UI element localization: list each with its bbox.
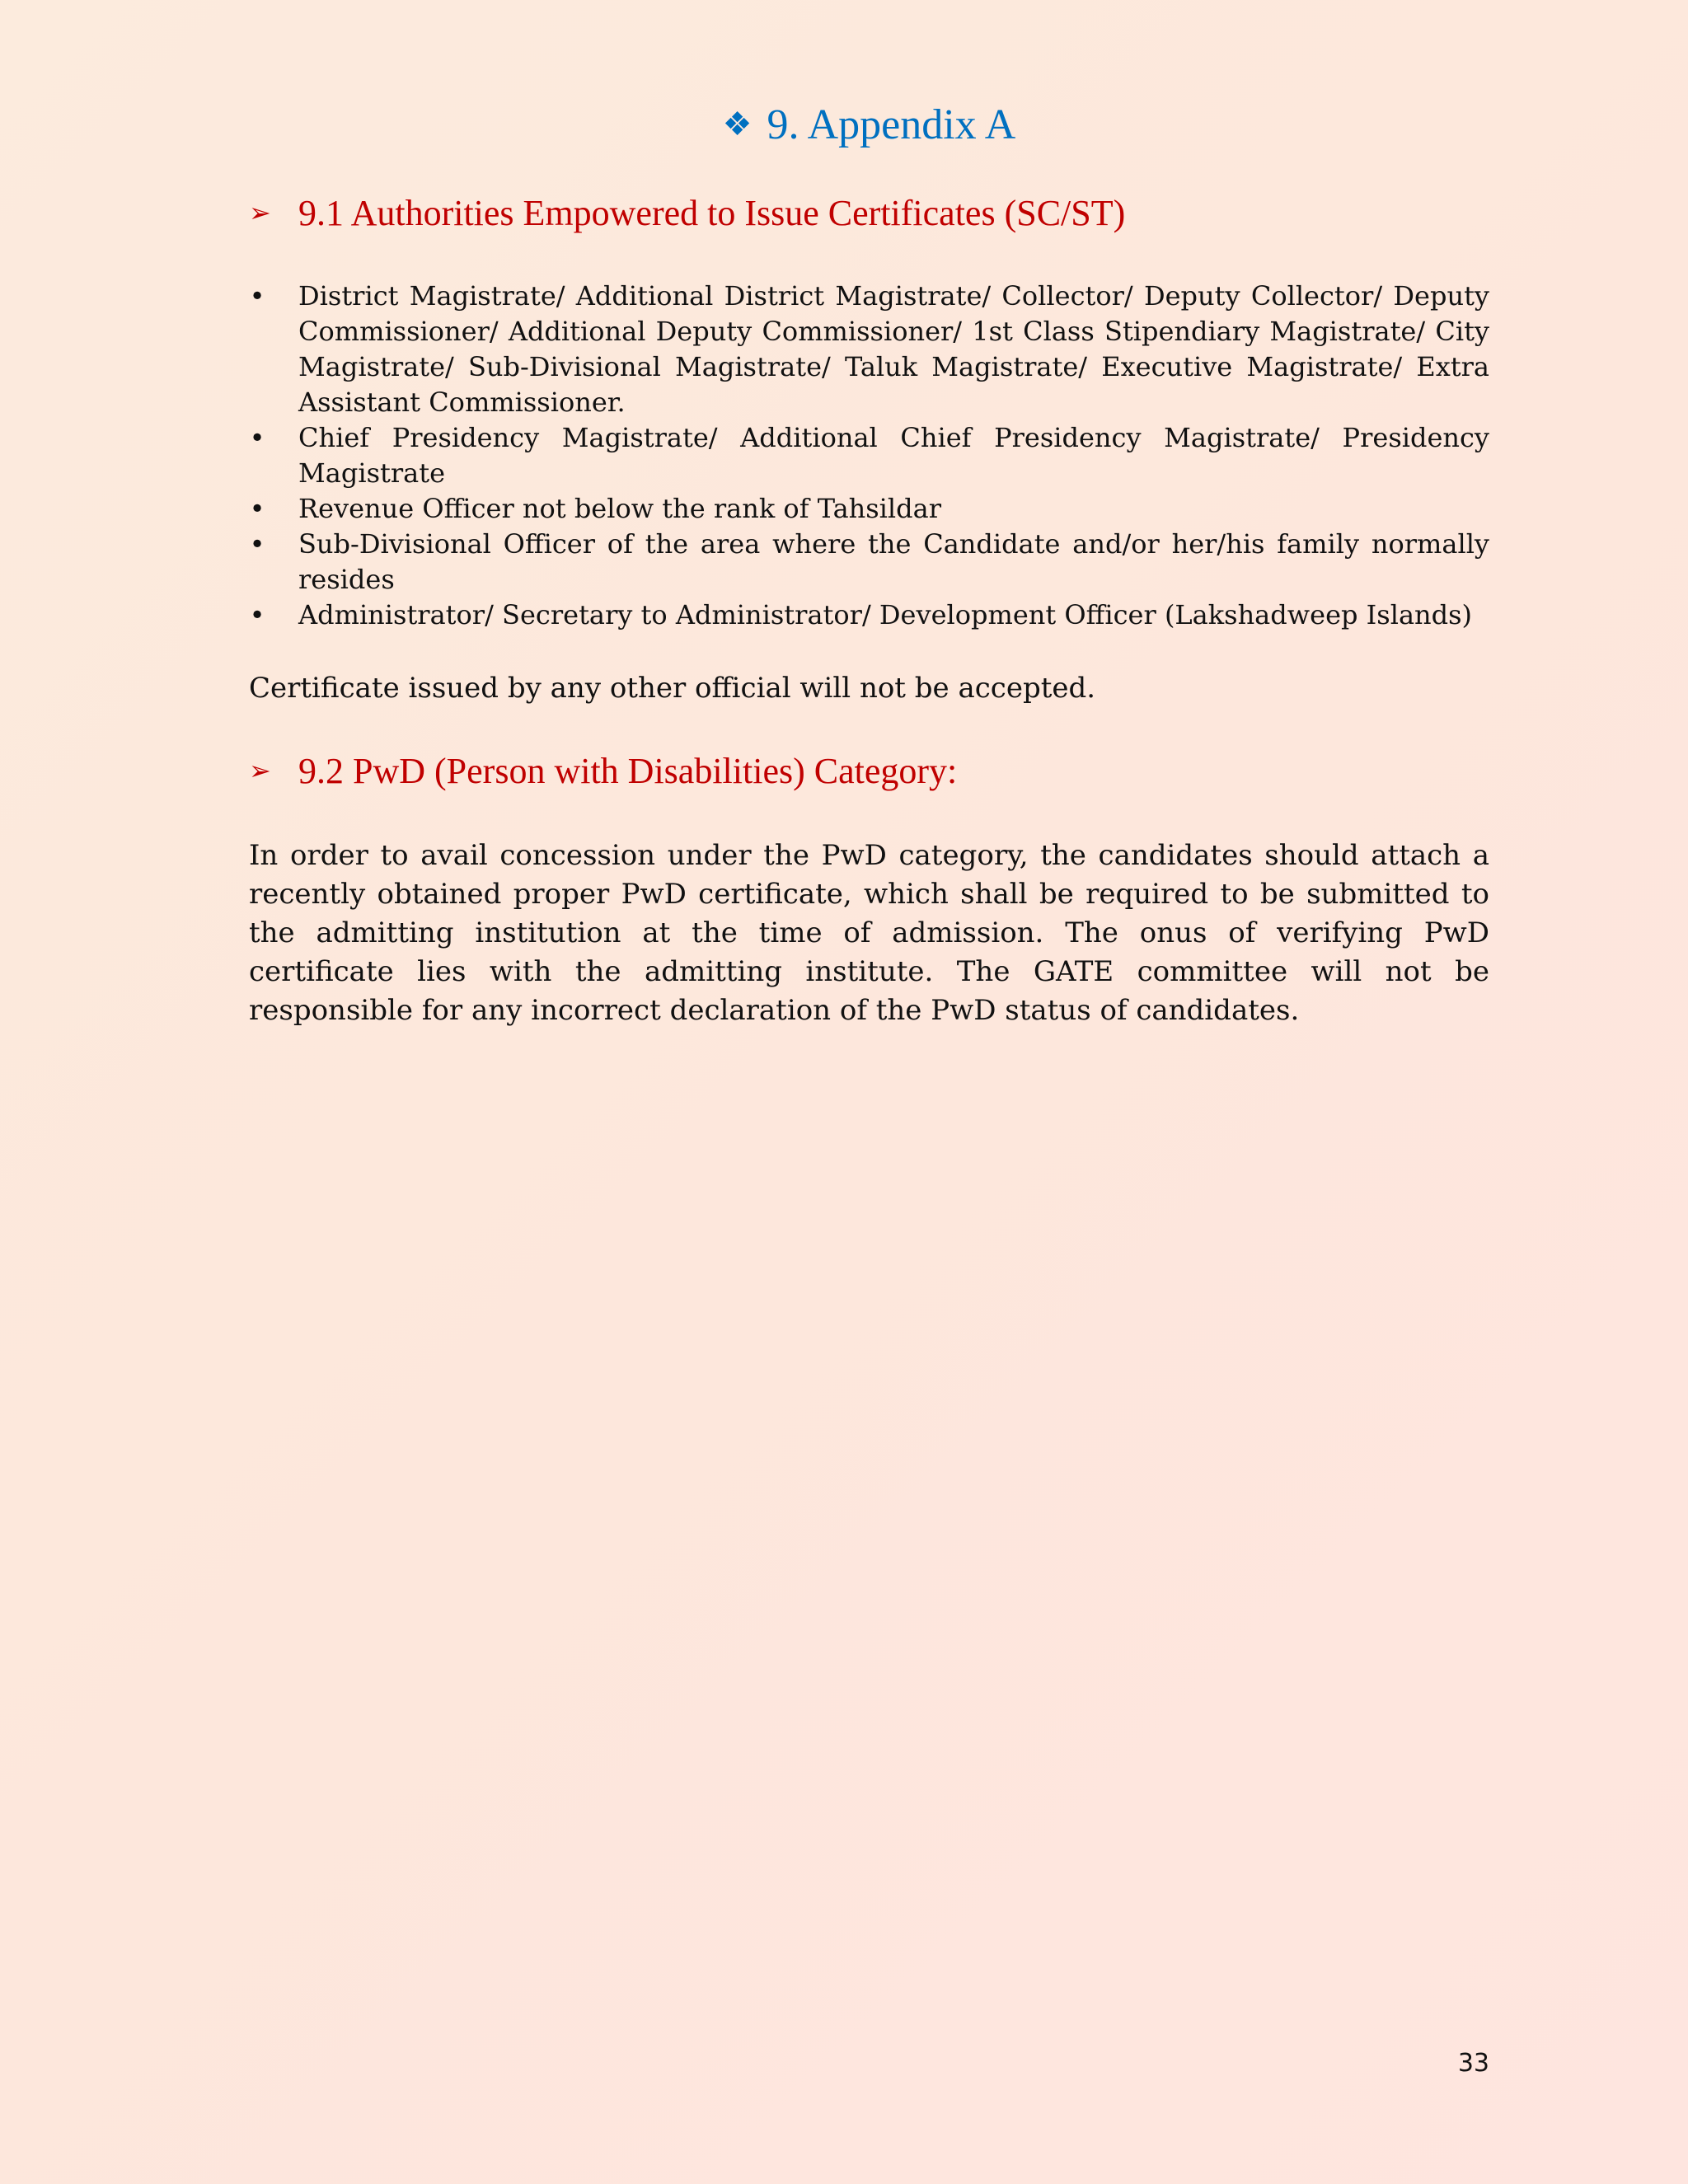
list-item bbox=[249, 527, 1489, 598]
list-item-text: Administrator/ Secretary to Administrator/ Development Officer (Lakshadweep Islands) bbox=[298, 599, 1473, 630]
list-item bbox=[249, 279, 1489, 420]
page-title-text: 9. Appendix A bbox=[767, 101, 1016, 148]
certificate-note: Certificate issued by any other official will not be accepted. bbox=[249, 672, 1096, 705]
page-number: 33 bbox=[1457, 2049, 1489, 2078]
section-heading-9-1 bbox=[249, 188, 1489, 238]
pwd-paragraph: In order to avail concession under the PwD category, the candidates should attach a recently obtained proper PwD certificate, which shall be required to be submitted to the admitting institution at the time of admission. The onus of verifying PwD certificate lies with the admitting institute. The GATE committee will not be responsible for any incorrect declaration of the PwD status of candidates. bbox=[249, 839, 1489, 1027]
list-item-text: Revenue Officer not below the rank of Tahsildar bbox=[298, 493, 941, 524]
bullet-dot-icon: • bbox=[249, 528, 265, 560]
section-heading-9-2 bbox=[249, 746, 1489, 796]
arrow-bullet-icon: ➢ bbox=[249, 756, 271, 785]
section-heading-9-1-text: 9.1 Authorities Empowered to Issue Certificates (SC/ST) bbox=[298, 193, 1126, 233]
list-item-text: Sub-Divisional Officer of the area where the Candidate and/or her/his family normally resides bbox=[298, 528, 1489, 595]
list-item bbox=[249, 491, 1489, 527]
page-title bbox=[249, 95, 1489, 155]
list-item bbox=[249, 598, 1489, 633]
bullet-dot-icon: • bbox=[249, 493, 265, 524]
bullet-dot-icon: • bbox=[249, 599, 265, 630]
list-item-text: Chief Presidency Magistrate/ Additional Chief Presidency Magistrate/ Presidency Magistrate bbox=[298, 422, 1489, 489]
authorities-list bbox=[249, 279, 1489, 633]
bullet-dot-icon: • bbox=[249, 280, 265, 312]
list-item-text: District Magistrate/ Additional District Magistrate/ Collector/ Deputy Collector/ Deputy Commissioner/ Additional Deputy Commissioner/ 1st Class Stipendiary Magistrate/ City Magistrate/ Sub-Divisional Magistrate/ Taluk Magistrate/ Executive Magistrate/ Extra Assistant Commissioner. bbox=[298, 280, 1489, 418]
section-heading-9-2-text: 9.2 PwD (Person with Disabilities) Category: bbox=[298, 751, 958, 791]
list-item bbox=[249, 420, 1489, 491]
arrow-bullet-icon: ➢ bbox=[249, 198, 271, 227]
bullet-dot-icon: • bbox=[249, 422, 265, 453]
diamond-bullet-icon: ❖ bbox=[722, 105, 753, 143]
